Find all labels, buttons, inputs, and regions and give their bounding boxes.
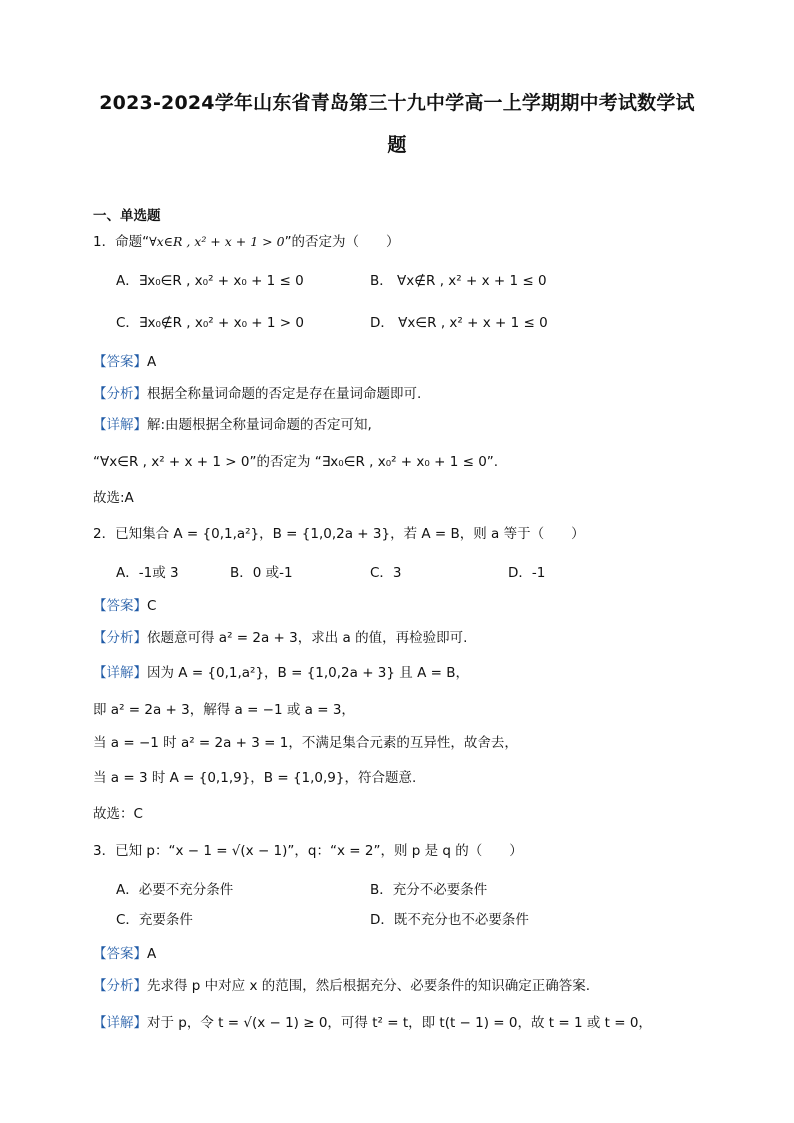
q1-detail-line2: “∀x∈R , x² + x + 1 > 0”的否定为 “∃x₀∈R , x₀² + x₀ + 1 ≤ 0”. [93, 454, 499, 470]
question-2-stem: 2．已知集合 A = {0,1,a²}，B = {1,0,2a + 3}，若 A = B，则 a 等于（ ） [93, 526, 585, 542]
q1-conclusion: 故选:A [93, 490, 134, 506]
q1-analysis: 【分析】根据全称量词命题的否定是存在量词命题即可. [93, 386, 422, 402]
q2-answer: 【答案】C [93, 598, 157, 614]
q3-option-b: B．充分不必要条件 [370, 882, 488, 898]
q1-answer: 【答案】A [93, 354, 157, 370]
question-1-stem: 1．命题“∀x∈R , x² + x + 1 > 0”的否定为（ ） [93, 234, 400, 250]
q1-option-c: C．∃x₀∉R , x₀² + x₀ + 1 > 0 [116, 315, 304, 331]
q3-option-d: D．既不充分也不必要条件 [370, 912, 529, 928]
q2-detail-line3: 当 a = −1 时 a² = 2a + 3 = 1，不满足集合元素的互异性，故舍去， [93, 735, 518, 751]
section-heading: 一、单选题 [93, 208, 161, 224]
q2-detail-line4: 当 a = 3 时 A = {0,1,9}，B = {1,0,9}，符合题意. [93, 770, 417, 786]
q2-option-d: D．-1 [508, 565, 546, 581]
q2-option-b: B．0 或-1 [230, 565, 293, 581]
question-3-stem: 3．已知 p：“x − 1 = √(x − 1)”，q：“x = 2”，则 p 是 q 的（ ） [93, 843, 523, 859]
q1-option-d: D． ∀x∈R , x² + x + 1 ≤ 0 [370, 315, 548, 331]
q1-detail: 【详解】解:由题根据全称量词命题的否定可知, [93, 417, 372, 433]
q2-detail: 【详解】因为 A = {0,1,a²}，B = {1,0,2a + 3} 且 A = B， [93, 665, 469, 681]
q1-option-a: A．∃x₀∈R , x₀² + x₀ + 1 ≤ 0 [116, 273, 304, 289]
q3-answer: 【答案】A [93, 946, 157, 962]
q2-conclusion: 故选：C [93, 806, 143, 822]
q2-option-c: C．3 [370, 565, 402, 581]
page-title-continued: 题 [387, 134, 407, 156]
q3-option-a: A．必要不充分条件 [116, 882, 234, 898]
page-title: 2023-2024学年山东省青岛第三十九中学高一上学期期中考试数学试 [99, 92, 695, 114]
q3-detail: 【详解】对于 p，令 t = √(x − 1) ≥ 0，可得 t² = t，即 t(t − 1) = 0，故 t = 1 或 t = 0， [93, 1015, 652, 1031]
q1-option-b: B． ∀x∉R , x² + x + 1 ≤ 0 [370, 273, 547, 289]
q3-analysis: 【分析】先求得 p 中对应 x 的范围，然后根据充分、必要条件的知识确定正确答案. [93, 978, 591, 994]
q2-analysis: 【分析】依题意可得 a² = 2a + 3，求出 a 的值，再检验即可. [93, 630, 468, 646]
q3-option-c: C．充要条件 [116, 912, 193, 928]
q2-detail-line2: 即 a² = 2a + 3，解得 a = −1 或 a = 3， [93, 702, 355, 718]
q2-option-a: A．-1或 3 [116, 565, 179, 581]
